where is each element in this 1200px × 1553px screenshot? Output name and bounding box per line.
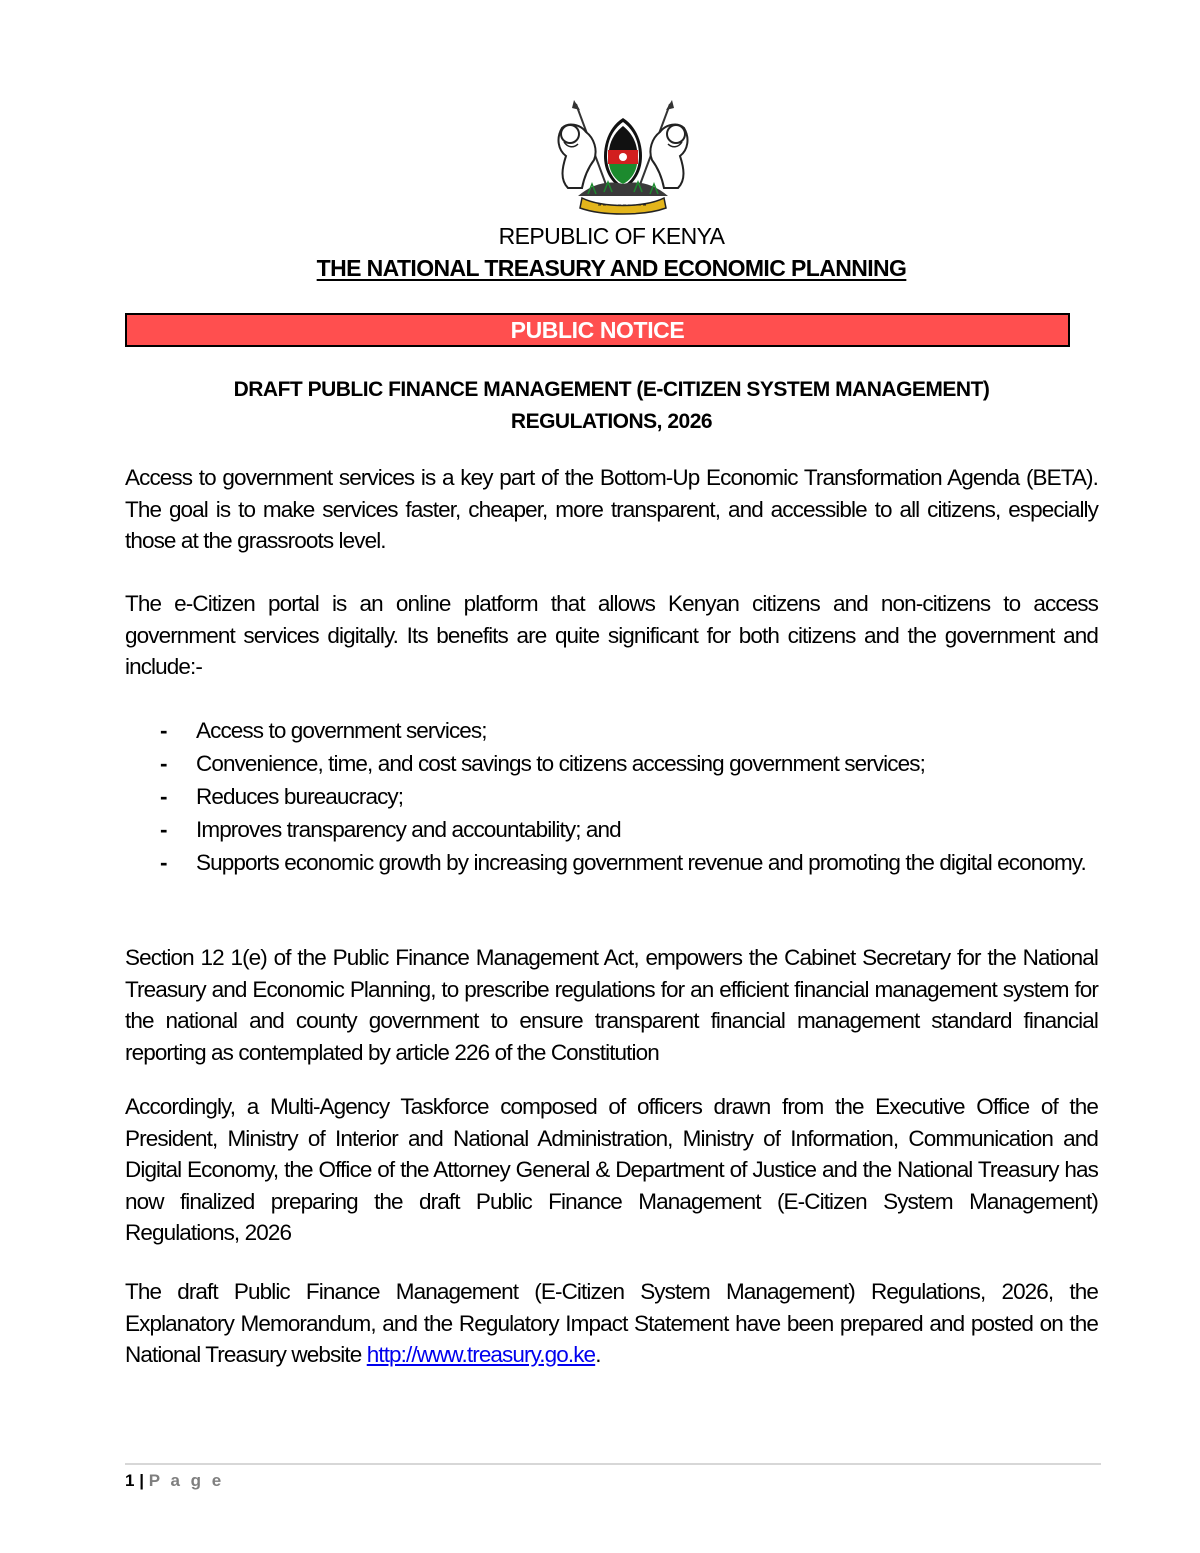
list-item (125, 714, 1098, 747)
treasury-website-link[interactable]: http://www.treasury.go.ke (366, 1342, 596, 1367)
kenya-coat-of-arms-icon (548, 98, 698, 216)
document-header (125, 220, 1098, 284)
title-line-1: DRAFT PUBLIC FINANCE MANAGEMENT (E-CITIZEN SYSTEM MANAGEMENT) (233, 378, 990, 401)
bullet-dash: - (160, 718, 167, 743)
list-item-text: Access to government services; (196, 718, 487, 743)
bullet-dash: - (160, 817, 167, 842)
list-item (125, 780, 1098, 813)
paragraph-section-12: Section 12 1(e) of the Public Finance Management Act, empowers the Cabinet Secretary for the National Treasury and Economic Planning, to prescribe regulations for an efficient financial management system for the national and county government to ensure transparent financial management standard financial reporting as contemplated by article 226 of the Constitution (125, 945, 1098, 1065)
bullet-dash: - (160, 784, 167, 809)
paragraph-taskforce: Accordingly, a Multi-Agency Taskforce composed of officers drawn from the Executive Office of the President, Ministry of Interior and National Administration, Ministry of Information, Communication and Digital Economy, the Office of the Attorney General & Department of Justice and the National Treasury has now finalized preparing the draft Public Finance Management (E-Citizen System Management) Regulations, 2026 (125, 1094, 1098, 1245)
document-page (125, 0, 1098, 1553)
list-item (125, 813, 1098, 846)
ministry-name: THE NATIONAL TREASURY AND ECONOMIC PLANNING (316, 255, 907, 281)
public-notice-banner: PUBLIC NOTICE (125, 313, 1070, 347)
bullet-dash: - (160, 850, 167, 875)
paragraph-beta-intro: Access to government services is a key part of the Bottom-Up Economic Transformation Agenda (BETA). The goal is to make services faster, cheaper, more transparent, and accessible to all citizens, especially those at the grassroots level. (125, 465, 1098, 553)
paragraph-website (125, 1276, 1098, 1371)
title-line-2: REGULATIONS, 2026 (510, 410, 713, 433)
page-label: P a g e (148, 1471, 225, 1490)
list-item-text: Supports economic growth by increasing government revenue and promoting the digital economy. (196, 850, 1086, 875)
page-number: 1 (125, 1471, 135, 1490)
list-item (125, 846, 1098, 879)
list-item (125, 747, 1098, 780)
paragraph-website-end: . (595, 1342, 601, 1367)
document-title (125, 374, 1098, 438)
bullet-dash: - (160, 751, 167, 776)
footer-divider (125, 1463, 1101, 1465)
page-footer (125, 1470, 224, 1492)
benefits-list (125, 714, 1098, 879)
list-item-text: Reduces bureaucracy; (196, 784, 404, 809)
list-item-text: Improves transparency and accountability; and (196, 817, 621, 842)
list-item-text: Convenience, time, and cost savings to citizens accessing government services; (196, 751, 925, 776)
country-name: REPUBLIC OF KENYA (498, 223, 725, 249)
paragraph-website-text: The draft Public Finance Management (E-Citizen System Management) Regulations, 2026, the Explanatory Memorandum, and the Regulatory Impact Statement have been prepared and posted on the National Treasury website (125, 1279, 1098, 1367)
page-separator: | (139, 1471, 144, 1490)
paragraph-ecitizen-intro: The e-Citizen portal is an online platform that allows Kenyan citizens and non-citizens to access government services digitally. Its benefits are quite significant for both citizens and the government and include:- (125, 591, 1098, 679)
